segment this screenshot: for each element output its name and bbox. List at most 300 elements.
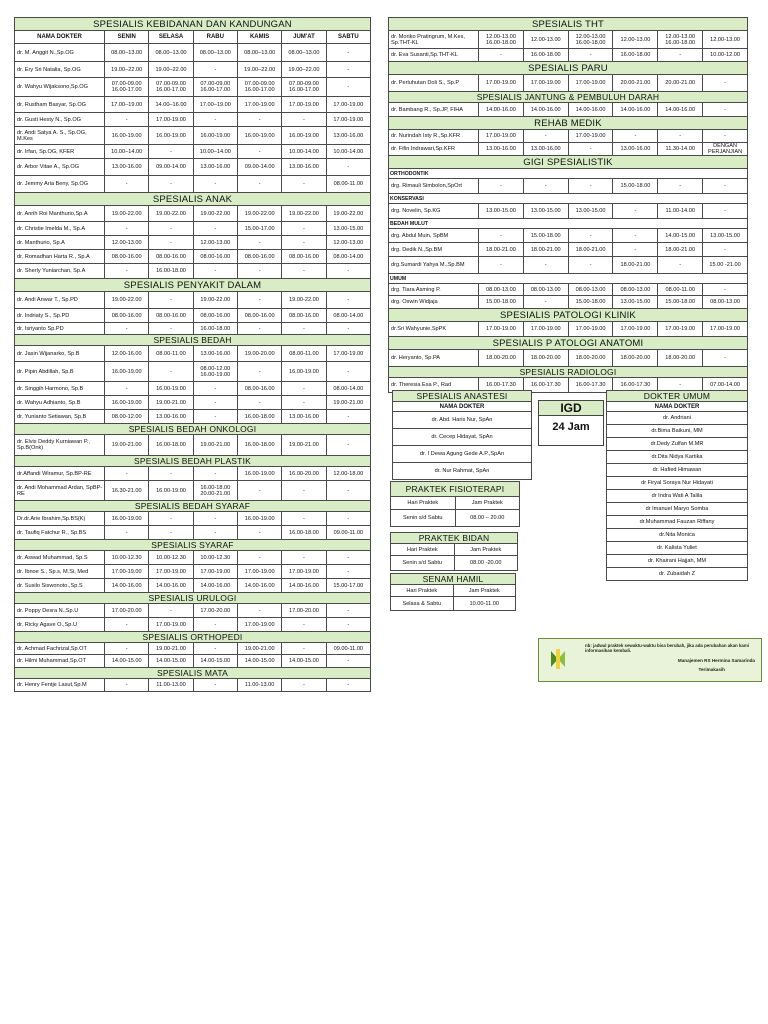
schedule-cell: 19.00-22.00 bbox=[193, 206, 237, 222]
schedule-cell: 17.00-19.00 bbox=[149, 618, 193, 632]
schedule-cell: - bbox=[282, 323, 326, 335]
table-row bbox=[607, 568, 748, 581]
section-title: REHAB MEDIK bbox=[389, 117, 748, 130]
table-row bbox=[15, 604, 371, 618]
schedule-cell: 19.00-21.00 bbox=[105, 435, 149, 456]
schedule-cell: 16.00-19.00 bbox=[105, 362, 149, 382]
schedule-cell: 13.00-16.00 bbox=[479, 143, 524, 156]
table-row bbox=[389, 103, 748, 117]
schedule-cell: - bbox=[523, 257, 568, 274]
doctor-name: dr. Elvis Deddy Kurniawan P., Sp.B(Onk) bbox=[15, 435, 105, 456]
schedule-cell: 19.00-21.00 bbox=[149, 396, 193, 410]
schedule-cell: - bbox=[193, 410, 237, 424]
table-row bbox=[15, 551, 371, 565]
schedule-cell: - bbox=[149, 323, 193, 335]
schedule-cell: 08.00-11.00 bbox=[658, 284, 703, 296]
schedule-cell: - bbox=[326, 679, 370, 692]
doctor-name: Dr.dr.Arie Ibrahim,Sp.BS(K) bbox=[15, 512, 105, 526]
schedule-cell: - bbox=[479, 179, 524, 194]
schedule-cell: 08.00–13.00 bbox=[193, 44, 237, 62]
fisioterapi-day-header: Hari Praktek bbox=[391, 497, 456, 510]
schedule-cell: 08.00-16.00 bbox=[193, 250, 237, 264]
doctor-name: dr. Achmad Fachrizal,Sp.OT bbox=[15, 643, 105, 655]
schedule-cell: - bbox=[326, 78, 370, 97]
schedule-cell: 17.00-19.00 bbox=[658, 322, 703, 337]
dokter-umum-name: dr. Kalista Yuliet bbox=[607, 542, 748, 555]
schedule-cell: - bbox=[282, 176, 326, 193]
table-row bbox=[15, 78, 371, 97]
doctor-name: drg.Sumardi Yahya M.,Sp.BM bbox=[389, 257, 479, 274]
schedule-cell: 16.00-19.00 bbox=[237, 127, 281, 145]
schedule-cell: - bbox=[568, 49, 613, 62]
schedule-cell: - bbox=[149, 362, 193, 382]
table-row bbox=[15, 618, 371, 632]
schedule-cell: 12.00-13.00 bbox=[105, 236, 149, 250]
senam-title: SENAM HAMIL bbox=[391, 574, 516, 585]
schedule-cell: 17.00-19.00 bbox=[568, 322, 613, 337]
section-title: SPESIALIS PENYAKIT DALAM bbox=[15, 279, 371, 292]
table-row bbox=[15, 346, 371, 362]
senam-hours: 10.00-11.00 bbox=[453, 597, 516, 611]
schedule-cell: 13.00-16.00 bbox=[282, 159, 326, 176]
schedule-cell: 09.00-11.00 bbox=[326, 526, 370, 540]
schedule-cell: - bbox=[149, 236, 193, 250]
table-row bbox=[15, 44, 371, 62]
schedule-cell: 11.00-13.00 bbox=[237, 679, 281, 692]
schedule-cell: 16.00-18.00 bbox=[237, 410, 281, 424]
schedule-cell: 16.00-18.00 bbox=[149, 264, 193, 279]
schedule-cell: - bbox=[703, 179, 748, 194]
doctor-name: drg. Tiara Asming P. bbox=[389, 284, 479, 296]
section-header bbox=[389, 156, 748, 169]
schedule-cell: 14.00-15.00 bbox=[282, 655, 326, 668]
section-header bbox=[389, 309, 748, 322]
doctor-name: dr. Bambang R., Sp.JP, FIHA bbox=[389, 103, 479, 117]
table-row bbox=[389, 31, 748, 49]
schedule-cell: 17.00-19.00 bbox=[237, 565, 281, 579]
schedule-cell: - bbox=[703, 103, 748, 117]
table-row bbox=[15, 410, 371, 424]
subsection-header bbox=[389, 274, 748, 284]
schedule-cell: - bbox=[193, 264, 237, 279]
schedule-cell: - bbox=[237, 526, 281, 540]
table-row bbox=[15, 250, 371, 264]
schedule-cell: 08.00-16.00 bbox=[149, 309, 193, 323]
schedule-cell: 12.00-13.00 16.00-18.00 bbox=[568, 31, 613, 49]
section-header bbox=[389, 18, 748, 31]
doctor-name: dr. Christie Imelda M., Sp.A bbox=[15, 222, 105, 236]
schedule-cell: - bbox=[237, 323, 281, 335]
schedule-cell: 17.00-19.00 bbox=[613, 322, 658, 337]
schedule-cell: - bbox=[326, 512, 370, 526]
table-row bbox=[389, 49, 748, 62]
schedule-cell: 10.00-12.00 bbox=[703, 49, 748, 62]
schedule-cell: 19.00-20.00 bbox=[237, 346, 281, 362]
anastesi-title: SPESIALIS ANASTESI bbox=[393, 391, 532, 402]
schedule-cell: 17.00-19.00 bbox=[479, 130, 524, 143]
schedule-cell: 14.00-16.00 bbox=[282, 579, 326, 593]
schedule-cell: 13.00-16.00 bbox=[193, 159, 237, 176]
section-title: SPESIALIS MATA bbox=[15, 668, 371, 679]
senam-time-header: Jam Praktek bbox=[453, 585, 516, 597]
schedule-cell: 07.00-09.00 16.00-17.00 bbox=[282, 78, 326, 97]
schedule-cell: 10.00-12.30 bbox=[105, 551, 149, 565]
section-title: GIGI SPESIALISTIK bbox=[389, 156, 748, 169]
table-row bbox=[15, 176, 371, 193]
table-header-row bbox=[15, 31, 371, 44]
schedule-cell: - bbox=[282, 481, 326, 501]
doctor-name: dr. Moriko Pratingrum, M.Kes, Sp.THT-KL bbox=[389, 31, 479, 49]
schedule-cell: 19.00-22.00 bbox=[193, 292, 237, 309]
schedule-cell: 16.00-18.00 bbox=[613, 49, 658, 62]
table-row bbox=[389, 350, 748, 367]
schedule-cell: 09.00-11.00 bbox=[326, 643, 370, 655]
column-header: JUM'AT bbox=[282, 31, 326, 44]
schedule-cell: 08.00-16.00 bbox=[149, 250, 193, 264]
schedule-cell: 14.00-16.00 bbox=[523, 103, 568, 117]
section-header bbox=[389, 337, 748, 350]
schedule-cell: 17.00-19.00 bbox=[523, 322, 568, 337]
table-row bbox=[15, 481, 371, 501]
anastesi-doctor: dr. Nur Rahmat, SpAn bbox=[393, 463, 532, 480]
fisioterapi-time-header: Jam Praktek bbox=[455, 497, 520, 510]
schedule-cell: - bbox=[282, 643, 326, 655]
schedule-cell: 14.00-15.00 bbox=[237, 655, 281, 668]
schedule-cell: 16.00-19.00 bbox=[149, 127, 193, 145]
schedule-cell: - bbox=[105, 679, 149, 692]
schedule-cell: 12.00-13.00 bbox=[703, 31, 748, 49]
section-header bbox=[15, 18, 371, 31]
schedule-cell: 16.00-18.00 bbox=[149, 435, 193, 456]
subsection-title: UMUM bbox=[389, 274, 748, 284]
schedule-cell: 19.00–22.00 bbox=[237, 62, 281, 78]
schedule-cell: - bbox=[149, 145, 193, 159]
schedule-cell: - bbox=[326, 323, 370, 335]
schedule-cell: - bbox=[105, 323, 149, 335]
schedule-cell: - bbox=[703, 75, 748, 92]
doctor-name: dr. Perluhutan Doli S., Sp.P bbox=[389, 75, 479, 92]
schedule-cell: 14.00-15.00 bbox=[105, 655, 149, 668]
schedule-cell: - bbox=[105, 382, 149, 396]
schedule-cell: 13.00-15.00 bbox=[568, 204, 613, 219]
schedule-cell: 15.00-18.00 bbox=[568, 296, 613, 309]
schedule-cell: 19.00–22.00 bbox=[105, 62, 149, 78]
section-header bbox=[15, 632, 371, 643]
doctor-name: dr. Wahyu Adhianto, Sp.B bbox=[15, 396, 105, 410]
doctor-name: dr. Jasin Wijanarko, Sp.B bbox=[15, 346, 105, 362]
section-header bbox=[15, 424, 371, 435]
schedule-cell: - bbox=[193, 467, 237, 481]
schedule-cell: - bbox=[282, 113, 326, 127]
table-row bbox=[15, 579, 371, 593]
schedule-cell: 11.00-13.00 bbox=[149, 679, 193, 692]
doctor-name: dr. Ricky Agave O.,Sp.U bbox=[15, 618, 105, 632]
schedule-cell: 16.00-17.30 bbox=[479, 378, 524, 393]
schedule-cell: 08.00-11.00 bbox=[326, 176, 370, 193]
dokter-umum-name: dr Imanuel Maryo Somba bbox=[607, 503, 748, 516]
schedule-cell: - bbox=[149, 176, 193, 193]
fisioterapi-hours: 08.00 – 20.00 bbox=[455, 510, 520, 527]
schedule-cell: - bbox=[282, 222, 326, 236]
schedule-cell: 15.00 -21.00 bbox=[703, 257, 748, 274]
schedule-cell: 12.00-18.00 bbox=[326, 467, 370, 481]
schedule-cell: 17.00-19.00 bbox=[149, 565, 193, 579]
schedule-cell: 17.00-19.00 bbox=[282, 97, 326, 113]
column-header: KAMIS bbox=[237, 31, 281, 44]
dokter-umum-name: dr. Zubaidah Z bbox=[607, 568, 748, 581]
anastesi-header: NAMA DOKTER bbox=[393, 402, 532, 412]
schedule-cell: 10.00-14.00 bbox=[282, 145, 326, 159]
schedule-cell: 13.00-15.00 bbox=[703, 229, 748, 243]
schedule-cell: 17.00-20.00 bbox=[282, 604, 326, 618]
schedule-cell: - bbox=[149, 526, 193, 540]
schedule-cell: - bbox=[105, 618, 149, 632]
section-title: SPESIALIS RADIOLOGI bbox=[389, 367, 748, 378]
schedule-cell: 18.00-21.00 bbox=[658, 243, 703, 257]
schedule-cell: 16.30-21.00 bbox=[105, 481, 149, 501]
schedule-cell: 19.00–22.00 bbox=[149, 62, 193, 78]
igd-box bbox=[538, 400, 604, 446]
doctor-name: dr. Hilmi Muhammad,Sp.OT bbox=[15, 655, 105, 668]
schedule-cell: 14.00-15.00 bbox=[149, 655, 193, 668]
schedule-cell: 11.00-14.00 bbox=[658, 204, 703, 219]
column-header: SENIN bbox=[105, 31, 149, 44]
schedule-cell: 14.00-16.00 bbox=[658, 103, 703, 117]
schedule-cell: 19.00-21.00 bbox=[237, 643, 281, 655]
schedule-cell: 08.00-13.00 bbox=[523, 284, 568, 296]
schedule-cell: - bbox=[568, 257, 613, 274]
schedule-cell: - bbox=[193, 113, 237, 127]
schedule-cell: 13.00-16.00 bbox=[613, 143, 658, 156]
schedule-cell: 16.00-18.00 bbox=[193, 323, 237, 335]
schedule-cell: - bbox=[105, 113, 149, 127]
schedule-cell: - bbox=[326, 435, 370, 456]
table-row bbox=[389, 130, 748, 143]
notice-thanks: Terimakasih bbox=[698, 667, 725, 672]
schedule-cell: 08.00–13.00 bbox=[149, 44, 193, 62]
schedule-cell: - bbox=[658, 130, 703, 143]
fisioterapi-days: Senin s/d Sabtu bbox=[391, 510, 456, 527]
subsection-header bbox=[389, 219, 748, 229]
schedule-cell: - bbox=[149, 467, 193, 481]
table-row bbox=[607, 438, 748, 451]
schedule-cell: 08.00-16.00 bbox=[237, 382, 281, 396]
doctor-name: dr. Nurindah Isty R.,Sp.KFR bbox=[389, 130, 479, 143]
schedule-cell: 15.00-18.00 bbox=[523, 229, 568, 243]
schedule-cell: 14.00-16.00 bbox=[568, 103, 613, 117]
schedule-cell: 14.00–16.00 bbox=[149, 97, 193, 113]
dokter-umum-header: NAMA DOKTER bbox=[607, 402, 748, 412]
schedule-cell: - bbox=[237, 145, 281, 159]
schedule-cell: - bbox=[237, 113, 281, 127]
schedule-cell: 19.00-21.00 bbox=[149, 643, 193, 655]
table-row bbox=[607, 425, 748, 438]
schedule-cell: - bbox=[237, 292, 281, 309]
subsection-header bbox=[389, 194, 748, 204]
subsection-title: ORTHODONTIK bbox=[389, 169, 748, 179]
schedule-cell: 08.00-14.00 bbox=[326, 309, 370, 323]
schedule-cell: - bbox=[105, 264, 149, 279]
dokter-umum-name: dr. Khairani Hajjah, MM bbox=[607, 555, 748, 568]
section-title: SPESIALIS URULOGI bbox=[15, 593, 371, 604]
column-header: NAMA DOKTER bbox=[15, 31, 105, 44]
table-row bbox=[389, 143, 748, 156]
schedule-cell: 18.00-21.00 bbox=[479, 243, 524, 257]
section-title: SPESIALIS JANTUNG & PEMBULUH DARAH bbox=[389, 92, 748, 103]
section-title: SPESIALIS P ATOLOGI ANATOMI bbox=[389, 337, 748, 350]
schedule-cell: - bbox=[326, 481, 370, 501]
anastesi-doctor: dr. Abd. Haris Nur, SpAn bbox=[393, 412, 532, 429]
schedule-cell: 14.00-16.00 bbox=[193, 579, 237, 593]
table-row bbox=[607, 529, 748, 542]
table-row bbox=[15, 396, 371, 410]
schedule-cell: 08.00-16.00 bbox=[282, 309, 326, 323]
doctor-name: dr. Wahyu Wijaksono,Sp.OG bbox=[15, 78, 105, 97]
table-row bbox=[607, 412, 748, 425]
schedule-cell: 17.00-19.00 bbox=[479, 75, 524, 92]
schedule-cell: - bbox=[568, 179, 613, 194]
schedule-cell: - bbox=[479, 257, 524, 274]
schedule-cell: 08.00–13.00 bbox=[105, 44, 149, 62]
bidan-hours: 08.00 -20.00 bbox=[454, 556, 518, 571]
schedule-cell: - bbox=[479, 49, 524, 62]
schedule-cell: 17.00-19.00 bbox=[523, 75, 568, 92]
table-row bbox=[389, 296, 748, 309]
schedule-cell: 15.00-18.00 bbox=[613, 179, 658, 194]
senam-day-header: Hari Praktek bbox=[391, 585, 454, 597]
schedule-cell: - bbox=[149, 222, 193, 236]
schedule-cell: - bbox=[282, 264, 326, 279]
schedule-cell: 15.00-18.00 bbox=[658, 296, 703, 309]
doctor-name: dr. Yunianto Setiawan, Sp.B bbox=[15, 410, 105, 424]
schedule-cell: - bbox=[237, 604, 281, 618]
table-row bbox=[607, 464, 748, 477]
doctor-name: dr. Andi Mohammad Ardan, SpBP-RE bbox=[15, 481, 105, 501]
section-header bbox=[389, 62, 748, 75]
table-row bbox=[607, 542, 748, 555]
schedule-cell: 07.00-09.00 16.00-17.00 bbox=[149, 78, 193, 97]
schedule-cell: 17.00-19.00 bbox=[568, 130, 613, 143]
doctor-name: drg. Novelin, Sp.KG bbox=[389, 204, 479, 219]
schedule-cell: 08.00-16.00 bbox=[237, 250, 281, 264]
schedule-cell: - bbox=[613, 204, 658, 219]
doctor-name: dr. Heryanto, Sp.PA bbox=[389, 350, 479, 367]
schedule-cell: - bbox=[326, 618, 370, 632]
schedule-cell: 16.00-19.00 bbox=[237, 467, 281, 481]
schedule-cell: 16.00-19.00 bbox=[149, 481, 193, 501]
schedule-cell: - bbox=[237, 176, 281, 193]
schedule-cell: 16.00-18.00 20.00-21.00 bbox=[193, 481, 237, 501]
section-header bbox=[15, 456, 371, 467]
table-row bbox=[15, 435, 371, 456]
schedule-cell: 16.00-19.00 bbox=[237, 512, 281, 526]
section-title: SPESIALIS BEDAH PLASTIK bbox=[15, 456, 371, 467]
schedule-cell: 12.00-13.00 bbox=[523, 31, 568, 49]
schedule-cell: 16.00-17.30 bbox=[523, 378, 568, 393]
section-title: SPESIALIS PARU bbox=[389, 62, 748, 75]
doctor-name: dr. Isriyanto Sp.PD bbox=[15, 323, 105, 335]
schedule-cell: 17.00-19.00 bbox=[703, 322, 748, 337]
schedule-cell: - bbox=[523, 130, 568, 143]
doctor-name: dr. Aswad Muhammad, Sp.S bbox=[15, 551, 105, 565]
senam-days: Selasa & Sabtu bbox=[391, 597, 454, 611]
schedule-cell: - bbox=[193, 526, 237, 540]
schedule-cell: 15.00-17.00 bbox=[326, 579, 370, 593]
table-row bbox=[15, 264, 371, 279]
dokter-umum-box bbox=[606, 390, 748, 581]
schedule-cell: 17.00-19.00 bbox=[237, 97, 281, 113]
schedule-cell: 17.00–19.00 bbox=[105, 97, 149, 113]
schedule-cell: 09.00-14.00 bbox=[237, 159, 281, 176]
schedule-cell: 19.00-22.00 bbox=[149, 206, 193, 222]
schedule-cell: 16.00-20.00 bbox=[282, 467, 326, 481]
table-row bbox=[15, 565, 371, 579]
schedule-cell: 19.00-22.00 bbox=[326, 206, 370, 222]
schedule-cell: 14.00-15.00 bbox=[658, 229, 703, 243]
schedule-cell: 09.00-14.00 bbox=[149, 159, 193, 176]
dokter-umum-name: dr. Andriani bbox=[607, 412, 748, 425]
doctor-name: dr. Sherly Yuniarchan, Sp.A bbox=[15, 264, 105, 279]
doctor-name: drg. Abdul Muin, SpBM bbox=[389, 229, 479, 243]
subsection-title: KONSERVASI bbox=[389, 194, 748, 204]
section-header bbox=[15, 279, 371, 292]
schedule-cell: DENGAN PERJANJIAN bbox=[703, 143, 748, 156]
schedule-cell: 16.00-19.00 bbox=[193, 127, 237, 145]
subsection-title: BEDAH MULUT bbox=[389, 219, 748, 229]
table-row bbox=[15, 97, 371, 113]
schedule-cell: - bbox=[613, 243, 658, 257]
schedule-cell: 18.00-21.00 bbox=[613, 257, 658, 274]
schedule-cell: 17.00-19.00 bbox=[326, 113, 370, 127]
schedule-cell: - bbox=[326, 655, 370, 668]
table-row bbox=[607, 477, 748, 490]
section-header bbox=[389, 367, 748, 378]
right-schedule-column bbox=[388, 17, 748, 393]
section-title: SPESIALIS ORTHOPEDI bbox=[15, 632, 371, 643]
schedule-cell: 08.00-13.00 bbox=[479, 284, 524, 296]
schedule-cell: - bbox=[568, 229, 613, 243]
schedule-cell: 13.00-16.00 bbox=[282, 410, 326, 424]
schedule-cell: - bbox=[326, 362, 370, 382]
schedule-cell: - bbox=[282, 551, 326, 565]
schedule-cell: 18.00-21.00 bbox=[523, 243, 568, 257]
schedule-cell: 08.00–13.00 bbox=[282, 44, 326, 62]
doctor-name: dr. Indriaty S., Sp.PD bbox=[15, 309, 105, 323]
table-row bbox=[15, 159, 371, 176]
schedule-cell: 14.00-16.00 bbox=[105, 579, 149, 593]
schedule-cell: 17.00-19.00 bbox=[479, 322, 524, 337]
table-row bbox=[15, 113, 371, 127]
section-header bbox=[15, 193, 371, 206]
fisioterapi-title: PRAKTEK FISIOTERAPI bbox=[391, 482, 520, 497]
table-row bbox=[607, 503, 748, 516]
schedule-cell: 08.00-16.00 bbox=[282, 250, 326, 264]
schedule-cell: 17.00-19.00 bbox=[237, 618, 281, 632]
schedule-cell: 17.00-19.00 bbox=[193, 565, 237, 579]
doctor-name: dr. Anrih Roi Manthurio,Sp.A bbox=[15, 206, 105, 222]
schedule-cell: 15.00-17.00 bbox=[237, 222, 281, 236]
doctor-name: dr. Theresia Esa P., Rad bbox=[389, 378, 479, 393]
schedule-cell: 19.00-22.00 bbox=[105, 206, 149, 222]
schedule-cell: 10.00–14.00 bbox=[193, 145, 237, 159]
schedule-cell: - bbox=[703, 284, 748, 296]
doctor-name: dr. Henry Fentje Lasut,Sp.M bbox=[15, 679, 105, 692]
schedule-cell: - bbox=[237, 396, 281, 410]
schedule-cell: 13.00-15.00 bbox=[613, 296, 658, 309]
schedule-cell: - bbox=[193, 382, 237, 396]
table-row bbox=[15, 62, 371, 78]
schedule-cell: 07.00-14.00 bbox=[703, 378, 748, 393]
